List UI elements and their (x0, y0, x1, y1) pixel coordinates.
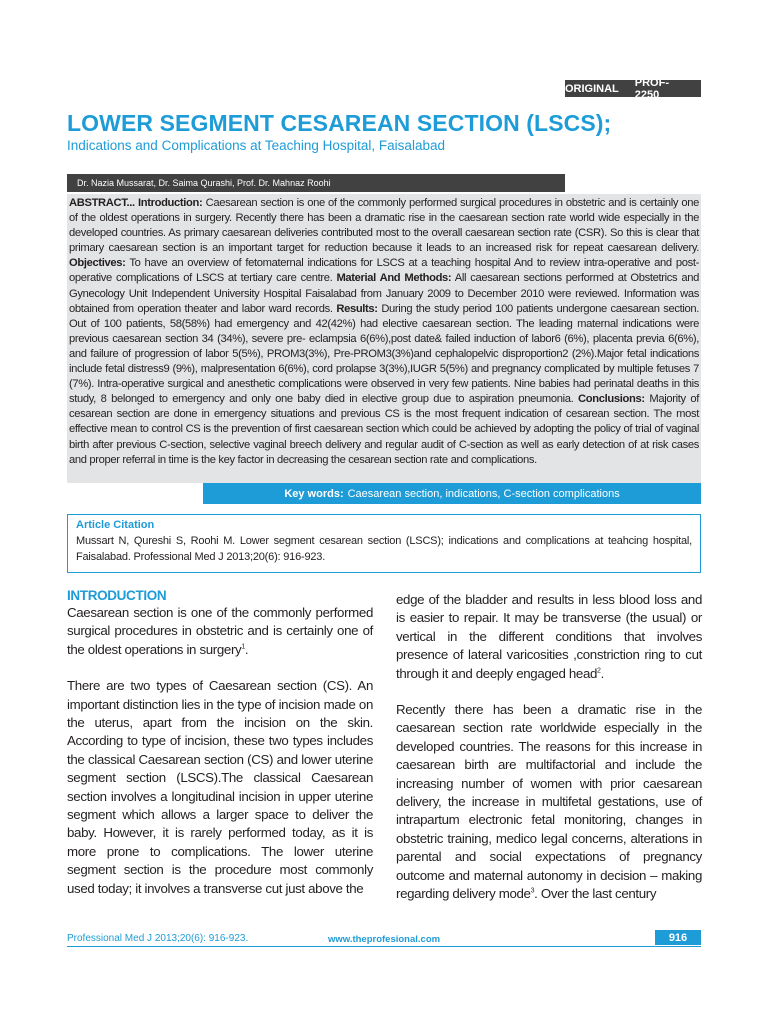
article-title: LOWER SEGMENT CESAREAN SECTION (LSCS); (67, 110, 612, 136)
footer-journal-citation: Professional Med J 2013;20(6): 916-923. (67, 933, 249, 944)
article-subtitle: Indications and Complications at Teaching Hospital, Faisalabad (67, 138, 445, 153)
abstract-intro-label: ABSTRACT... Introduction: (69, 197, 203, 209)
body-paragraph (67, 604, 373, 659)
abstract-results-label: Results: (336, 302, 378, 315)
article-citation-box (67, 514, 701, 573)
citation-text: Mussart N, Qureshi S, Roohi M. Lower segment cesarean section (LSCS); indications and complications at teahcing hospital, Faisalabad. Professional Med J 2013;20(6): 916-923. (76, 535, 692, 563)
abstract-objectives: To have an overview of fetomaternal indications for LSCS at a teaching hospital And to review intra-operative and post-operative complications of LSCS at tertiary care centre. (69, 257, 699, 285)
citation-label: Article Citation (76, 519, 155, 531)
body-paragraph (396, 701, 702, 903)
body-paragraph: There are two types of Caesarean section (CS). An important distinction lies in the type of incision made on the uterus, apart from the incision on the skin. According to type of incision, these two types includes the classical Caesarean section (CS) and lower uterine segment section (LSCS).The classical Caesarean section involves a longitudinal incision in upper uterine segment which allows a larger space to deliver the baby. However, it is rarely performed today, as it is more prone to complications. The lower uterine segment section is the procedure most commonly used today; it involves a transverse cut just above the (67, 678, 373, 896)
abstract-box (67, 194, 701, 483)
abstract-methods-label: Material And Methods: (336, 272, 452, 285)
reference-marker: 3 (530, 887, 535, 895)
keywords-text: Caesarean section, indications, C-section complications (347, 487, 620, 500)
footer-divider (67, 946, 701, 947)
body-column-right (396, 591, 702, 922)
paragraph-text: Caesarean section is one of the commonly performed surgical procedures in obstetric and is certainly one of the oldest operations in surgery (67, 605, 373, 657)
paragraph-text: edge of the bladder and results in less blood loss and is easier to repair. It may be transverse (the usual) or vertical in the different conditions that involves presence of lateral varicosities ,constriction ring to cut through it and deeply engaged head (396, 592, 702, 681)
reference-marker: 2 (597, 667, 601, 675)
body-paragraph (396, 591, 702, 683)
abstract-introduction: Caesarean section is one of the commonly performed surgical procedures in obstetric and is certainly one of the oldest operations in surgery. Recently there has been a dramatic rise in the caesarean section rate world wide especially in the developed countries. As primary caesarean deliveries contributed most to the overall caesarean section rate (CSR). So this is clear that primary caesarean section is an important target for reduction because it leads to an increased risk for repeat caesarean delivery. (69, 197, 699, 255)
abstract-conclusions: Majority of cesarean section are done in emergency situations and previous CS is the most frequent indication of cesarean section. The most effective mean to control CS is the prevention of first caesarean section which could be achieved by adopting the policy of trial of vaginal birth after previous C-section, selective vaginal breech delivery and regular audit of C-section as well as early detection of at risk cases and proper referral in time is the key factor in decreasing the cesarean section rate and complications. (69, 393, 699, 466)
keywords-bar (203, 483, 701, 504)
keywords-label: Key words: (284, 487, 344, 500)
abstract-results: During the study period 100 patients undergone caesarean section. Out of 100 patients, 58(58%) had emergency and 42(42%) had elective caesarean section. The leading maternal indications were previous caesarean section 34 (34%), severe pre- eclampsia 6(6%),post date& failed induction of labor6 (6%), placenta previa 6(6%), and failure of progression of labor 5(5%), PROM3(3%), Pre-PROM3(3%)and cephalopelvic disproportion2 (2%).Major fetal indications include fetal distress9 (9%), malpresentation 6(6%), cord prolapse 3(3%),IUGR 5(5%) and pregnancy complicated by multiple fetuses 7 (7%). Intra-operative surgical and anesthetic complications were observed in very few patients. Nine babies had perinatal deaths in this study, 8 belonged to emergency and only one baby died in elective group due to aspiration pneumonia. (69, 302, 700, 406)
article-type-bar (565, 76, 701, 101)
author-bar (67, 174, 565, 192)
introduction-heading: INTRODUCTION (67, 588, 167, 603)
abstract-methods: All caesarean sections performed at Obstetrics and Gynecology Unit Independent University Hospital Faisalabad from January 2009 to December 2010 were reviewed. Information was obtained from operation theater and labor ward records. (69, 272, 699, 315)
paragraph-end: . Over the last century (534, 886, 657, 902)
page-number: 916 (668, 931, 688, 944)
footer-website-link[interactable]: www.theprofesional.com (328, 934, 441, 945)
abstract-objectives-label: Objectives: (69, 257, 126, 270)
abstract-conclusions-label: Conclusions: (578, 393, 645, 406)
page-number-badge (655, 930, 701, 945)
paragraph-end: . (244, 641, 249, 657)
author-list: Dr. Nazia Mussarat, Dr. Saima Qurashi, Prof. Dr. Mahnaz Roohi (77, 178, 331, 188)
article-type-label: ORIGINAL (565, 82, 619, 95)
paragraph-end: . (600, 665, 604, 681)
paragraph-text: Recently there has been a dramatic rise in the caesarean section rate worldwide especially in the developed countries. The reasons for this increase in caesarean birth are multifactorial and include the increasing number of women with prior caesarean delivery, the increase in multifetal gestations, use of intrapartum electronic fetal monitoring, changes in obstetric training, medico legal concerns, alterations in parental and social expectations of pregnancy outcome and maternal autonomy in decision – making regarding delivery mode (396, 702, 702, 902)
reference-marker: 1 (241, 643, 245, 651)
body-column-left (67, 588, 373, 916)
article-code-label: PROF-2250 (634, 76, 670, 101)
